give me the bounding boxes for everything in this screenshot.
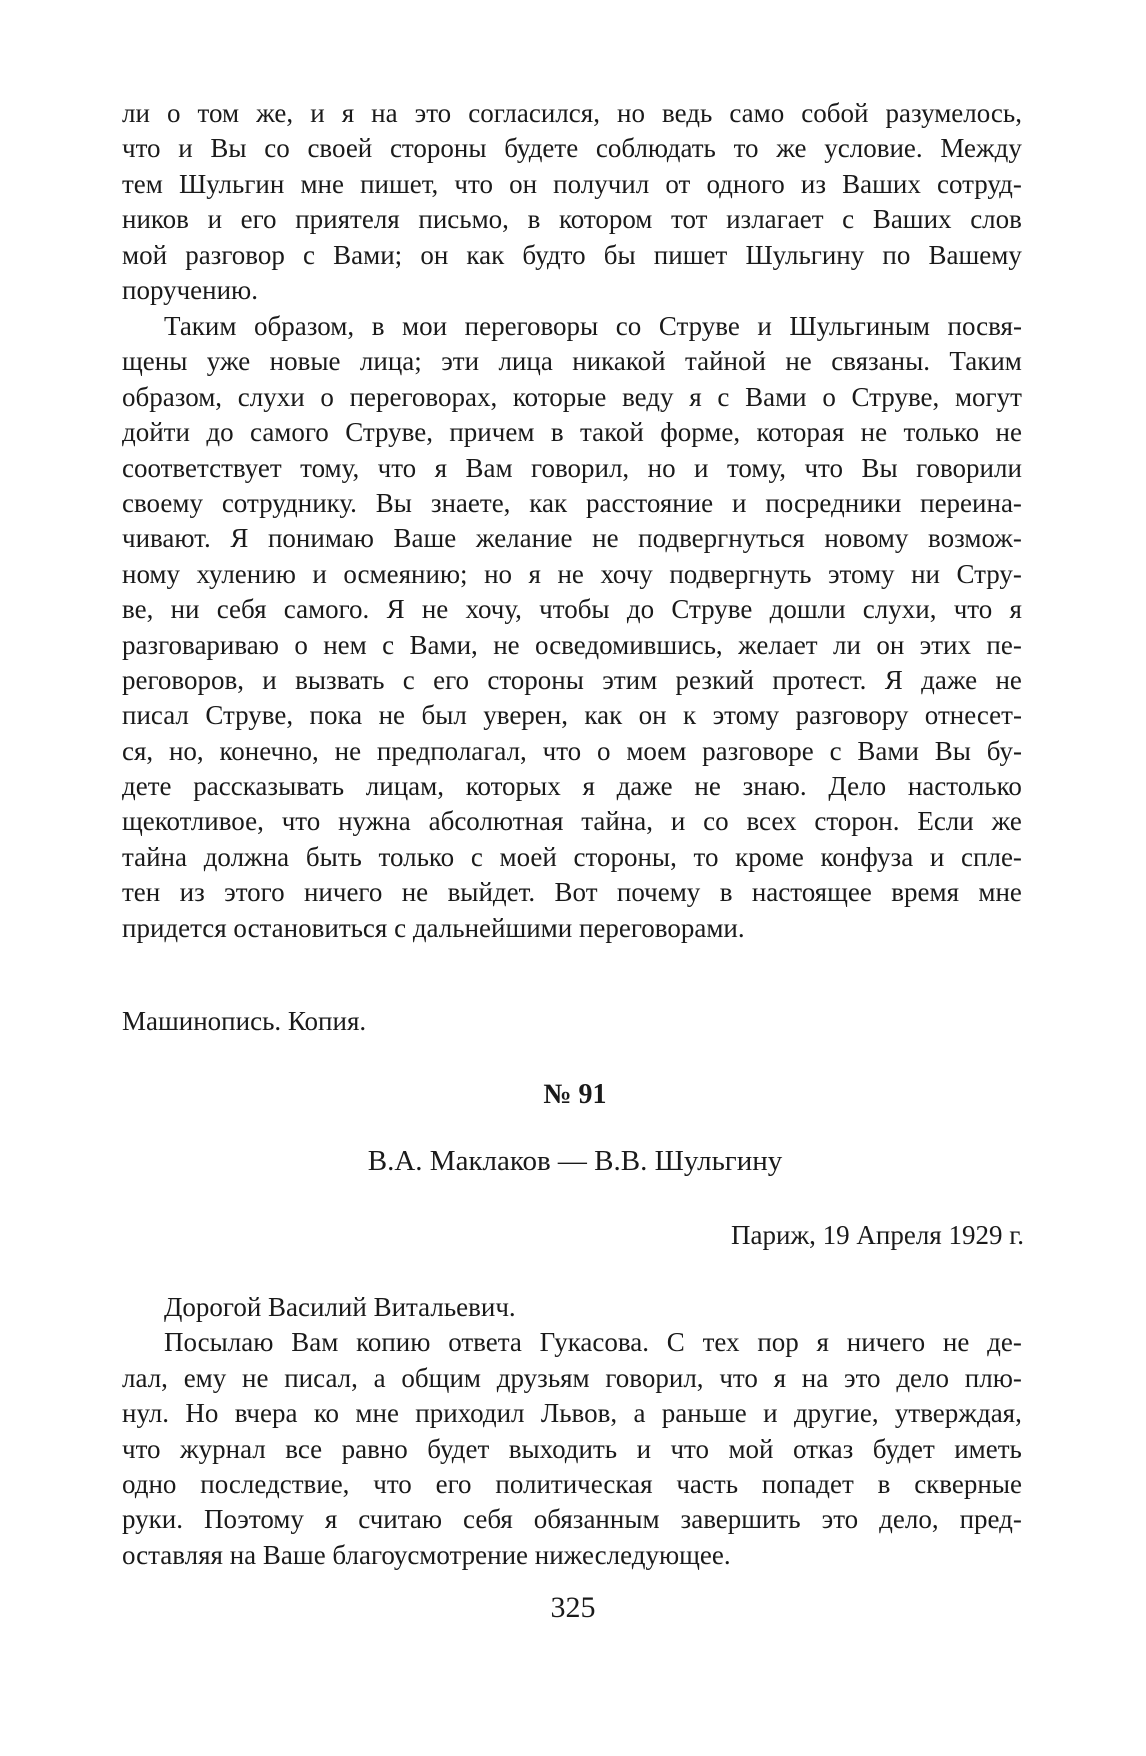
text-line: дете рассказывать лицам, которых я даже не знаю. Дело настолько bbox=[122, 771, 1022, 802]
salutation: Дорогой Василий Витальевич. bbox=[164, 1292, 516, 1322]
text-line: щекотливое, что нужна абсолютная тайна, и со всех сторон. Если же bbox=[122, 806, 1022, 837]
text-line: соответствует тому, что я Вам говорил, но и тому, что Вы говорили bbox=[122, 452, 1022, 483]
text-line: Посылаю Вам копию ответа Гукасова. С тех пор я ничего не де- bbox=[164, 1327, 1022, 1358]
text-line: тайна должна быть только с моей стороны, то кроме конфуза и спле- bbox=[122, 841, 1022, 872]
source-note: Машинопись. Копия. bbox=[122, 1006, 367, 1036]
paragraph-second bbox=[122, 309, 1022, 946]
text-line: тен из этого ничего не выйдет. Вот почему в настоящее время мне bbox=[122, 877, 1022, 908]
place-date: Париж, 19 Апреля 1929 г. bbox=[731, 1220, 1024, 1250]
text-line: ному хулению и осмеянию; но я не хочу подвергнуть этому ни Стру- bbox=[122, 558, 1022, 589]
text-line: что журнал все равно будет выходить и что мой отказ будет иметь bbox=[122, 1433, 1022, 1464]
text-line: щены уже новые лица; эти лица никакой тайной не связаны. Таким bbox=[122, 346, 1022, 377]
letter-heading: В.А. Маклаков — В.В. Шульгину bbox=[367, 1145, 783, 1177]
text-line: ве, ни себя самого. Я не хочу, чтобы до Струве дошли слухи, что я bbox=[122, 594, 1022, 625]
text-line: нул. Но вчера ко мне приходил Львов, а раньше и другие, утверждая, bbox=[122, 1398, 1022, 1429]
page-number: 325 bbox=[550, 1591, 596, 1624]
text-line: своему сотруднику. Вы знаете, как расстояние и посредники переина- bbox=[122, 487, 1022, 518]
text-line: образом, слухи о переговорах, которые веду я с Вами о Струве, могут bbox=[122, 381, 1022, 412]
text-line: ли о том же, и я на это согласился, но ведь само собой разумелось, bbox=[122, 98, 1022, 128]
text-line: Таким образом, в мои переговоры со Струве и Шульгиным посвя- bbox=[164, 311, 1022, 341]
text-line: лал, ему не писал, а общим друзьям говорил, что я на это дело плю- bbox=[122, 1362, 1022, 1393]
text-line: что и Вы со своей стороны будете соблюдать то же условие. Между bbox=[122, 133, 1022, 164]
text-line: одно последствие, что его политическая часть попадет в скверные bbox=[122, 1468, 1022, 1499]
text-line: ся, но, конечно, не предполагал, что о моем разговоре с Вами Вы бу- bbox=[122, 735, 1022, 766]
document-number: № 91 bbox=[543, 1079, 607, 1110]
text-line: оставляя на Ваше благоусмотрение нижеследующее. bbox=[122, 1539, 731, 1570]
text-line: писал Струве, пока не был уверен, как он к этому разговору отнесет- bbox=[122, 700, 1022, 731]
paragraph-continued bbox=[122, 96, 1022, 308]
text-line: реговоров, и вызвать с его стороны этим резкий протест. Я даже не bbox=[122, 664, 1022, 695]
text-line: дойти до самого Струве, причем в такой форме, которая не только не bbox=[122, 417, 1022, 448]
text-line: поручению. bbox=[122, 274, 258, 305]
text-line: тем Шульгин мне пишет, что он получил от одного из Ваших сотруд- bbox=[122, 168, 1022, 199]
text-line: ников и его приятеля письмо, в котором тот излагает с Ваших слов bbox=[122, 204, 1022, 235]
letter-body bbox=[122, 1290, 1022, 1573]
text-line: придется остановиться с дальнейшими переговорами. bbox=[122, 912, 745, 943]
text-line: мой разговор с Вами; он как будто бы пишет Шульгину по Вашему bbox=[122, 239, 1022, 270]
text-line: чивают. Я понимаю Ваше желание не подвергнуться новому возмож- bbox=[122, 523, 1022, 554]
text-line: разговариваю о нем с Вами, не осведомившись, желает ли он этих пе- bbox=[122, 629, 1022, 660]
text-line: руки. Поэтому я считаю себя обязанным завершить это дело, пред- bbox=[122, 1504, 1022, 1535]
